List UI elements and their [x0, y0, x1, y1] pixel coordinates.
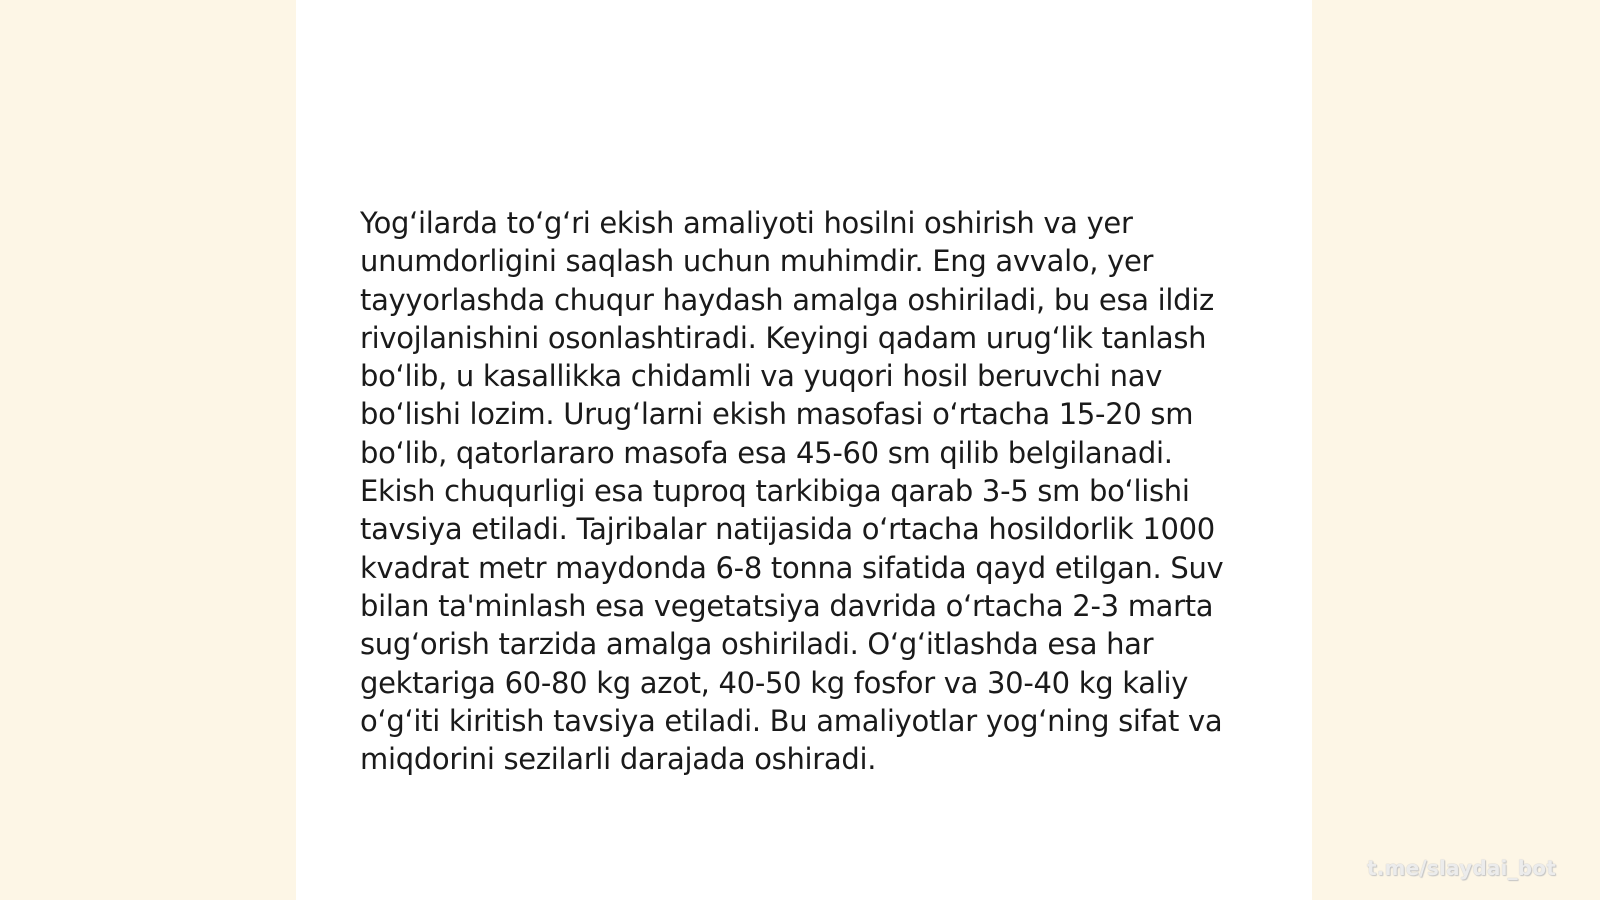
- slide: [296, 0, 1312, 900]
- slide-body-text: Yog‘ilarda to‘g‘ri ekish amaliyoti hosilni oshirish va yer unumdorligini saqlash uchun muhimdir. Eng avvalo, yer tayyorlashda chuqur haydash amalga oshiriladi, bu esa ildiz rivojlanishini osonlashtiradi. Keyingi qadam urug‘lik tanlash bo‘lib, u kasallikka chidamli va yuqori hosil beruvchi nav bo‘lishi lozim. Urug‘larni ekish masofasi o‘rtacha 15-20 sm bo‘lib, qatorlararo masofa esa 45-60 sm qilib belgilanadi. Ekish chuqurligi esa tuproq tarkibiga qarab 3-5 sm bo‘lishi tavsiya etiladi. Tajribalar natijasida o‘rtacha hosildorlik 1000 kvadrat metr maydonda 6-8 tonna sifatida qayd etilgan. Suv bilan ta'minlash esa vegetatsiya davrida o‘rtacha 2-3 marta sug‘orish tarzida amalga oshiriladi. O‘g‘itlashda esa har gektariga 60-80 kg azot, 40-50 kg fosfor va 30-40 kg kaliy o‘g‘iti kiritish tavsiya etiladi. Bu amaliyotlar yog‘ning sifat va miqdorini sezilarli darajada oshiradi.: [360, 206, 1224, 777]
- watermark: t.me/slaydai_bot: [1366, 856, 1556, 880]
